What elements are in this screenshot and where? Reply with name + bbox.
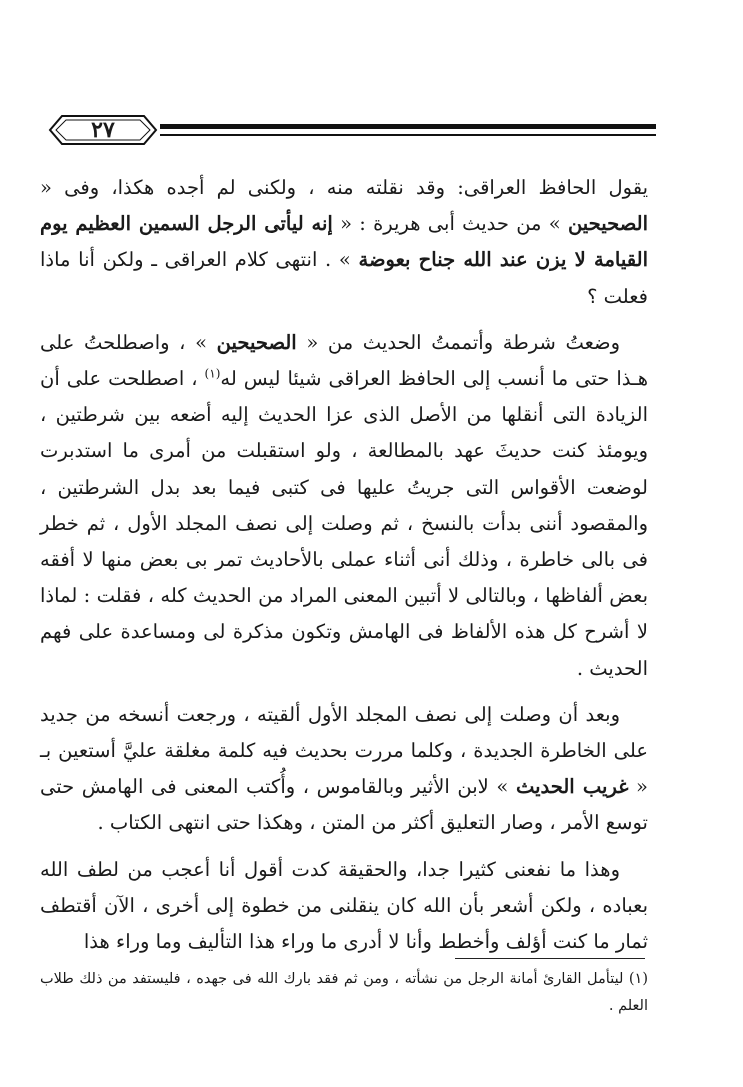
- page-number-frame: [48, 114, 158, 146]
- text-run: يقول الحافظ العراقى: وقد نقلته منه ، ولكنى لم أجده هكذا، وفى «: [40, 176, 648, 199]
- footnote-ref: (١): [204, 366, 221, 381]
- text-run: ، اصطلحت على أن الزيادة التى أنقلها من الأصل الذى عزا الحديث إليه أضعه بين شرطتين ، ويومئذ كنت حديثَ عهد بالمطالعة ، ولو استقبلت من أمرى ما استدبرت لوضعت الأقواس التى جريتُ عليها فى كتبى فيما بعد بدل الشرطتين ، والمقصود أننى بدأت بالنسخ ، ثم وصلت إلى نصف المجلد الأول ، ثم خطر فى بالى خاطرة ، وذلك أنى أثناء عملى بالأحاديث تمر بى بعض منها لا أفقه بعض ألفاظها ، وبالتالى لا أتبين المعنى المراد من الحديث كله ، فقلت : لماذا لا أشرح كل هذه الألفاظ فى الهامش وتكون مذكرة لى ومساعدة على فهم الحديث .: [40, 367, 648, 680]
- bold-text: إنه ليأتى الرجل السمين العظيم يوم القيامة لا يزن عند الله جناح بعوضة: [40, 212, 648, 272]
- header-rule-thin: [160, 134, 656, 136]
- text-run: » ، واصطلحتُ على هـذا حتى ما أنسب إلى الحافظ العراقى شيئا ليس له: [40, 330, 648, 391]
- bold-text: الصحيحين: [216, 330, 297, 354]
- text-run: » من حديث أبى هريرة : «: [332, 212, 568, 236]
- footnote-separator: [455, 958, 645, 959]
- footnote-item: (١) ليتأمل القارئ أمانة الرجل من نشأته ، ومن ثم فقد بارك الله فى جهده ، فليستفد من ذلك طلاب العلم .: [40, 971, 648, 1014]
- header-rule-thick: [160, 124, 656, 129]
- text-run: » . انتهى كلام العراقى ـ ولكن أنا ماذا فعلت ؟: [40, 248, 648, 308]
- text-run: وبعد أن وصلت إلى نصف المجلد الأول ألقيته ، ورجعت أنسخه من جديد على الخاطرة الجديدة ، وكلما مررت بحديث فيه كلمة مغلقة عليَّ أستعين بـ «: [40, 702, 648, 799]
- paragraph: [40, 170, 648, 315]
- paragraph: [40, 697, 648, 842]
- text-run: وهذا ما نفعنى كثيرا جدا، والحقيقة كدت أقول أنا أعجب من لطف الله بعباده ، ولكن أشعر بأن الله كان ينقلنى من خطوة إلى أخرى ، الآن أقتطف ثمار ما كنت أؤلف وأخطط وأنا لا أدرى ما وراء هذا التأليف وما وراء هذا: [40, 857, 648, 954]
- footnotes: [40, 966, 648, 1020]
- page-header: [48, 110, 656, 154]
- body-text: [40, 170, 648, 970]
- paragraph: [40, 852, 648, 961]
- bold-text: الصحيحين: [567, 212, 648, 236]
- text-run: وضعتُ شرطة وأتممتُ الحديث من «: [296, 330, 620, 354]
- text-run: » لابن الأثير وبالقاموس ، وأُكتب المعنى فى الهامش حتى توسع الأمر ، وصار التعليق أكثر من المتن ، وهكذا حتى انتهى الكتاب .: [40, 775, 648, 835]
- bold-text: غريب الحديث: [515, 775, 629, 799]
- paragraph: [40, 325, 648, 687]
- page-number: ٢٧: [91, 117, 115, 143]
